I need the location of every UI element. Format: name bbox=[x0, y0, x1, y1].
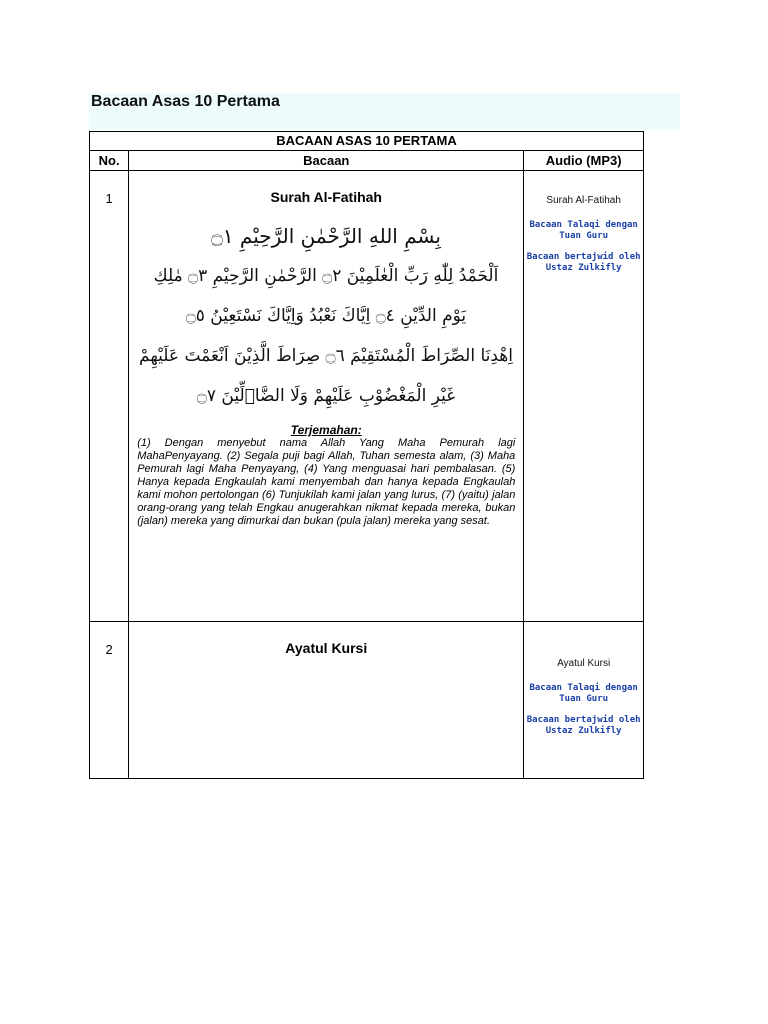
arabic-verses-image bbox=[138, 217, 513, 417]
header-bacaan: Bacaan bbox=[129, 151, 524, 171]
row-number: 2 bbox=[90, 622, 129, 779]
arabic-verse-3: يَوْمِ الدِّيْنِ ۝٤ اِيَّاكَ نَعْبُدُ وَاِيَّاكَ نَسْتَعِيْنُ ۝٥ bbox=[185, 306, 466, 326]
audio-link-bertajwid[interactable]: Bacaan bertajwid oleh Ustaz Zulkifly bbox=[526, 252, 641, 273]
arabic-verse-1: بِسْمِ اللهِ الرَّحْمٰنِ الرَّحِيْمِ ۝١ bbox=[210, 224, 441, 248]
table-caption-row bbox=[90, 132, 644, 151]
arabic-verse-4: اِهْدِنَا الصِّرَاطَ الْمُسْتَقِيْمَ ۝٦ صِرَاطَ الَّذِيْنَ اَنْعَمْتَ عَلَيْهِمْ bbox=[138, 346, 513, 366]
bacaan-cell bbox=[129, 171, 524, 622]
arabic-verse-2: اَلْحَمْدُ لِلّٰهِ رَبِّ الْعٰلَمِيْنَ ۝٢ الرَّحْمٰنِ الرَّحِيْمِ ۝٣ مٰلِكِ bbox=[153, 266, 499, 286]
title-band bbox=[89, 93, 680, 130]
table-header-row bbox=[90, 151, 644, 171]
terjemahan-heading: Terjemahan: bbox=[290, 423, 362, 437]
audio-link-bertajwid[interactable]: Bacaan bertajwid oleh Ustaz Zulkifly bbox=[526, 715, 641, 736]
row-number: 1 bbox=[90, 171, 129, 622]
audio-link-talaqi[interactable]: Bacaan Talaqi dengan Tuan Guru bbox=[529, 220, 638, 241]
table-row bbox=[90, 622, 644, 779]
bacaan-cell bbox=[129, 622, 524, 779]
table-caption: BACAAN ASAS 10 PERTAMA bbox=[90, 132, 644, 151]
arabic-calligraphy bbox=[138, 217, 513, 417]
audio-label: Surah Al-Fatihah bbox=[546, 195, 621, 206]
audio-cell bbox=[524, 622, 644, 779]
header-no: No. bbox=[90, 151, 129, 171]
surah-title: Ayatul Kursi bbox=[285, 640, 368, 656]
arabic-verse-5: غَيْرِ الْمَغْضُوْبِ عَلَيْهِمْ وَلَا الضَّاۤلِّيْنَ ۝٧ bbox=[196, 386, 455, 406]
audio-cell bbox=[524, 171, 644, 622]
surah-title: Surah Al-Fatihah bbox=[270, 189, 382, 205]
page-title: Bacaan Asas 10 Pertama bbox=[91, 93, 280, 110]
terjemahan-text: (1) Dengan menyebut nama Allah Yang Maha Pemurah lagi MahaPenyayang. (2) Segala puji bagi Allah, Tuhan semesta alam, (3) Maha Pemurah lagi Maha Penyayang, (4) Yang menguasai hari pembalasan. (5) Hanya kepada Engkaulah kami menyembah dan hanya kepada Engkaulah kami mohon pertolongan (6) Tunjukilah kami jalan yang lurus, (7) (yaitu) jalan orang-orang yang telah Engkau anugerahkan nikmat kepada mereka, bukan (jalan) mereka yang dimurkai dan bukan (pula jalan) mereka yang sesat. bbox=[137, 437, 516, 527]
header-audio: Audio (MP3) bbox=[524, 151, 644, 171]
bacaan-table bbox=[89, 131, 644, 779]
audio-label: Ayatul Kursi bbox=[557, 658, 611, 669]
table-row bbox=[90, 171, 644, 622]
audio-link-talaqi[interactable]: Bacaan Talaqi dengan Tuan Guru bbox=[529, 683, 638, 704]
